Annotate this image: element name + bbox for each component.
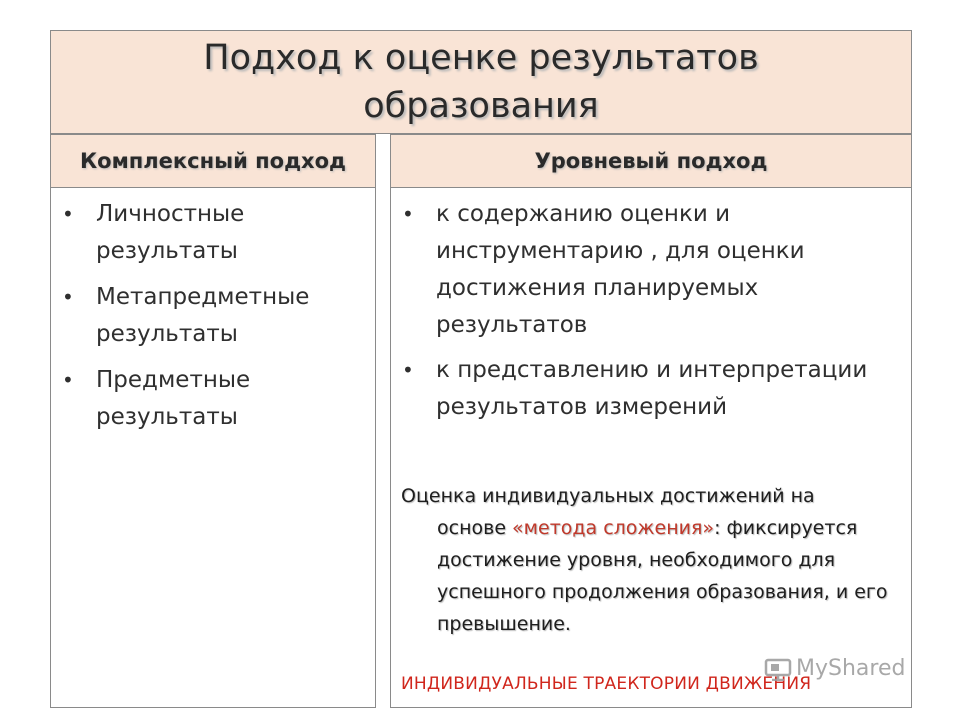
- bullet-icon: •: [402, 358, 414, 382]
- watermark: [764, 656, 905, 681]
- left-header-text: Комплексный подход: [80, 149, 346, 173]
- right-header-text: Уровневый подход: [534, 149, 768, 173]
- watermark-text: MyShared: [796, 656, 906, 681]
- list-item: • Личностные результаты: [96, 196, 366, 270]
- note-line-1: Оценка индивидуальных достижений на: [401, 485, 815, 507]
- right-column-header: [390, 134, 912, 188]
- list-item: • к содержанию оценки и инструментарию , для оценки достижения планируемых результатов: [436, 196, 896, 344]
- right-column-body: [390, 188, 912, 708]
- assessment-note: [401, 480, 901, 640]
- left-column-header: [50, 134, 376, 188]
- page-title: Подход к оценке результатов образования: [203, 38, 759, 126]
- presentation-icon: [764, 657, 792, 681]
- bullet-icon: •: [402, 202, 414, 226]
- left-bullet-list: [62, 196, 366, 445]
- list-item: • к представлению и интерпретации результатов измерений: [436, 352, 896, 426]
- trajectory-caption: ИНДИВИДУАЛЬНЫЕ ТРАЕКТОРИИ ДВИЖЕНИЯ: [401, 674, 812, 694]
- left-column-body: [50, 188, 376, 708]
- method-highlight: «метода сложения»: [512, 517, 715, 539]
- bullet-icon: •: [62, 368, 74, 392]
- right-bullet-list: [402, 196, 896, 434]
- bullet-icon: •: [62, 202, 74, 226]
- list-item: • Метапредметные результаты: [96, 279, 366, 353]
- title-banner: [50, 30, 912, 134]
- note-indented-text: основе «метода сложения»: фиксируется достижение уровня, необходимого для успешного продолжения образования, и его превышение.: [437, 517, 888, 635]
- bullet-icon: •: [62, 285, 74, 309]
- list-item: • Предметные результаты: [96, 362, 366, 436]
